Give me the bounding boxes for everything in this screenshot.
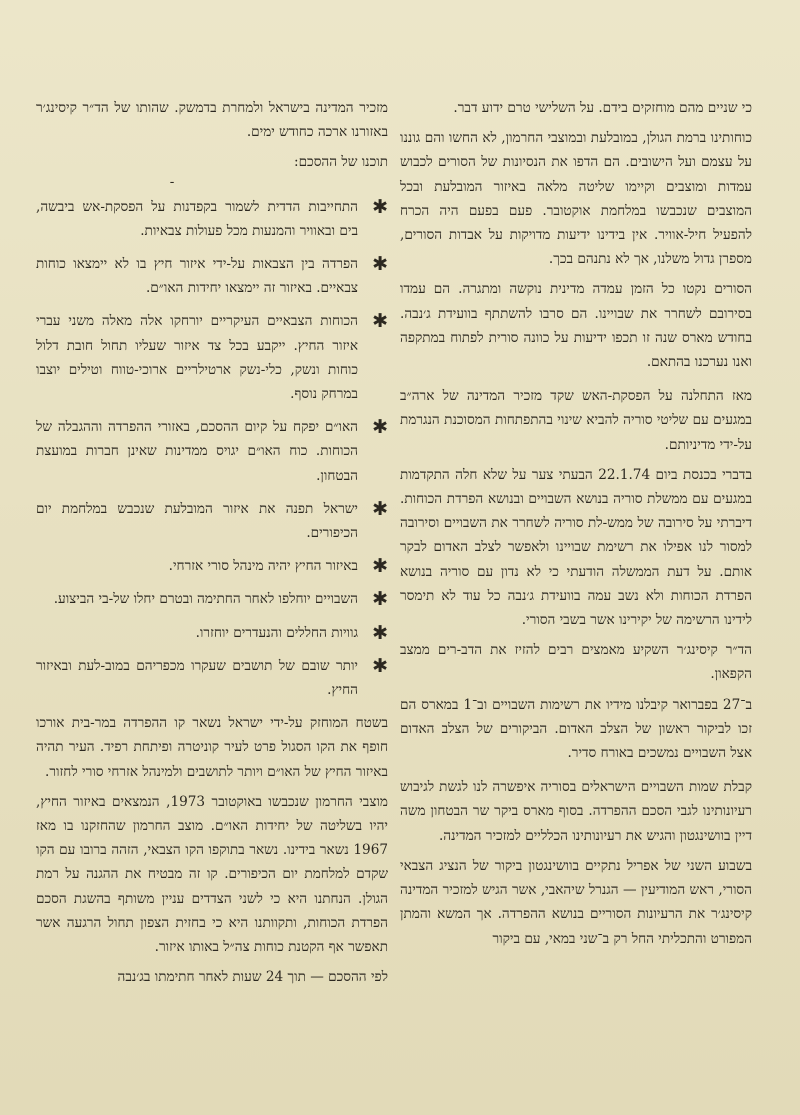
term-text: הפרדה בין הצבאות על-ידי איזור חיץ בו לא יימצאו כוחות צבאיים. באיזור זה יימצאו יחידות האו״ם.	[36, 256, 358, 297]
paragraph: כוחותינו ברמת הגולן, במובלעת ובמוצבי החרמון, לא החשו והם גוננו על עצמם ועל הישובים. הם הדפו את הנסיונות של הסורים לכבוש עמדות ומוצבים וקיימו שליטה מלאה באיזור המובלעת ובכל המוצבים שנכבשו במלחמת אוקטובר. פעם בפעם היה הכרח להפעיל חיל-אוויר. אין בידינו ידיעות מדויקות על אבדות הסורים, מספרן גדול משלנו, אך לא נתנהם בכך.	[400, 130, 752, 268]
paragraph: מוצבי החרמון שנכבשו באוקטובר 1973, הנמצאים באיזור החיץ, יהיו בשליטה של יחידות האו״ם. מוצב החרמון שהחזקנו בו מאז 1967 נשאר בידינו. נשאר בתוקפו הקו הצבאי, הזהה ברובו עם הקו שקדם למלחמת יום הכיפורים. קו זה מבטיח את ההגנה על רמת הגולן. הנחתנו היא כי לשני הצדדים עניין משותף בהשגת הסכם הפרדת הכוחות, ותקוותנו היא כי בחזית הצפון תחול הרגעה אשר תאפשר אף הקטנת כוחות צה״ל באותו איזור.	[36, 793, 388, 956]
star-bullet-icon: ✱	[372, 253, 388, 276]
term-text: השבויים יוחלפו לאחר החתימה ובטרם יחלו של-בי הביצוע.	[53, 591, 358, 608]
star-bullet-icon: ✱	[372, 588, 388, 611]
term-text: האו״ם יפקח על קיום ההסכם, באזורי ההפרדה וההגבלה של הכוחות. כוח האו״ם יגויס ממדינות שאינן חברות במועצת הבטחון.	[36, 419, 358, 484]
left-column	[36, 96, 388, 996]
star-bullet-icon: ✱	[372, 195, 388, 218]
paragraph: הסורים נקטו כל הזמן עמדה מדינית נוקשה ומתגרה. הם עמדו בסירובם לשחרר את שבויינו. הם סרבו להשתתף בוועידת ג׳נבה. בחודש מארס שנה זו תכפו ידיעות על כוונה סורית לפתוח במתקפה ואנו נערכנו בהתאם.	[400, 281, 752, 371]
term-text: התחייבות הדדית לשמור בקפדנות על הפסקת-אש ביבשה, בים ובאוויר והמנעות מכל פעולות צבאיות.	[36, 198, 358, 239]
paragraph: הד״ר קיסינג׳ר השקיע מאמצים רבים להזיז את הדב-רים ממצב הקפאון.	[400, 642, 752, 683]
list-item	[36, 252, 388, 300]
terms-heading: תוכנו של ההסכם:	[293, 154, 388, 171]
intro-paragraph: מזכיר המדינה בישראל ולמחרת בדמשק. שהותו של הד״ר קיסינג׳ר באזורנו ארכה כחודש ימים.	[36, 100, 388, 141]
term-text: באיזור החיץ יהיה מינהל סורי אזרחי.	[168, 558, 358, 575]
paragraph: בשטח המוחזק על-ידי ישראל נשאר קו ההפרדה במר-בית אורכו חופף את הקו הסגול פרט לעיר קוניטרה ופיתחת רפיד. העיר תהיה באיזור החיץ של האו״ם ויותר לתושבים ולמינהל אזרחי סורי לחזור.	[36, 715, 388, 780]
paragraph: לפי ההסכם — תוך 24 שעות לאחר חתימתו בג׳נבה	[117, 969, 388, 986]
term-text: הכוחות הצבאיים העיקריים יורחקו אלה מאלה משני עברי איזור החיץ. ייקבע בכל צד איזור שעליו תחול חובת דלול כוחות ונשק, כלי-נשק ארטילריים ארוכי-טווח וטילים יוצבו במרחק נוסף.	[36, 313, 358, 403]
right-column	[400, 96, 752, 957]
term-text: ישראל תפנה את איזור המובלעת שנכבש במלחמת יום הכיפורים.	[36, 500, 358, 542]
star-bullet-icon: ✱	[372, 621, 388, 644]
list-item	[36, 497, 388, 545]
list-item	[36, 587, 388, 611]
star-bullet-icon: ✱	[372, 310, 388, 333]
list-item	[36, 415, 388, 488]
star-bullet-icon: ✱	[372, 497, 388, 520]
paragraph: כי שניים מהם מוחזקים בידם. על השלישי טרם ידוע דבר.	[453, 100, 752, 116]
list-item	[36, 195, 388, 243]
star-bullet-icon: ✱	[372, 654, 388, 677]
paragraph: בדברי בכנסת ביום 22.1.74 הבעתי צער על שלא חלה התקדמות במגעים עם ממשלת סוריה בנושא השבויים ובנושא הפרדת הכוחות. דיברתי על סירובה של ממש-לת סוריה לשחרר את השבויים וסירובה למסור לנו אפילו את רשימת שבויינו ולאפשר לצלב האדום לבקר אותם. על דעת הממשלה הודעתי כי לא נדון עם סוריה בנושא הפרדת הכוחות ולא נשב עמה בוועידת ג׳נבה כל עוד לא תימסר לידינו הרשימה של יקירינו אשר בשבי הסורי.	[400, 466, 752, 629]
paragraph: קבלת שמות השבויים הישראלים בסוריה איפשרה לנו לגשת לגיבוש רעיונותינו לגבי הסכם ההפרדה. בסוף מארס ביקר שר הבטחון משה דיין בוושינגטון והגיש את רעיונותינו הכלליים למזכיר המדינה.	[400, 779, 752, 844]
star-bullet-icon: ✱	[372, 416, 388, 439]
list-item	[36, 654, 388, 702]
list-item	[36, 309, 388, 406]
paragraph: בשבוע השני של אפריל נתקיים בוושינגטון ביקור של הנציג הצבאי הסורי, ראש המודיעין — הגנרל שיהאבי, אשר הגיש למזכיר המדינה קיסינג׳ר את הרעיונות הסוריים בנושא ההפרדה. אך המשא והמתן המפורט והתכליתי החל רק ב־שני במאי, עם ביקור	[400, 857, 752, 947]
terms-list	[36, 195, 388, 703]
term-text: יותר שובם של תושבים שעקרו מכפריהם במוב-לעת ובאיזור החיץ.	[36, 657, 358, 699]
list-item	[36, 554, 388, 578]
paragraph: מאז התחלנה על הפסקת-האש שקד מזכיר המדינה של ארה״ב במגעים עם שליטי סוריה להביא שינוי בהתפתחות המסוכנת הנגרמת על-ידי מדיניותם.	[400, 388, 752, 453]
dash-mark: -	[169, 173, 175, 190]
list-item	[36, 621, 388, 645]
paragraph: ב־27 בפברואר קיבלנו מידיו את רשימות השבויים וב־1 במארס הם זכו לביקור ראשון של הצלב האדום. הביקורים של הצלב האדום אצל השבויים נמשכים באורח סדיר.	[400, 696, 752, 762]
star-bullet-icon: ✱	[372, 555, 388, 578]
term-text: גוויות החללים והנעדרים יוחזרו.	[195, 624, 358, 641]
